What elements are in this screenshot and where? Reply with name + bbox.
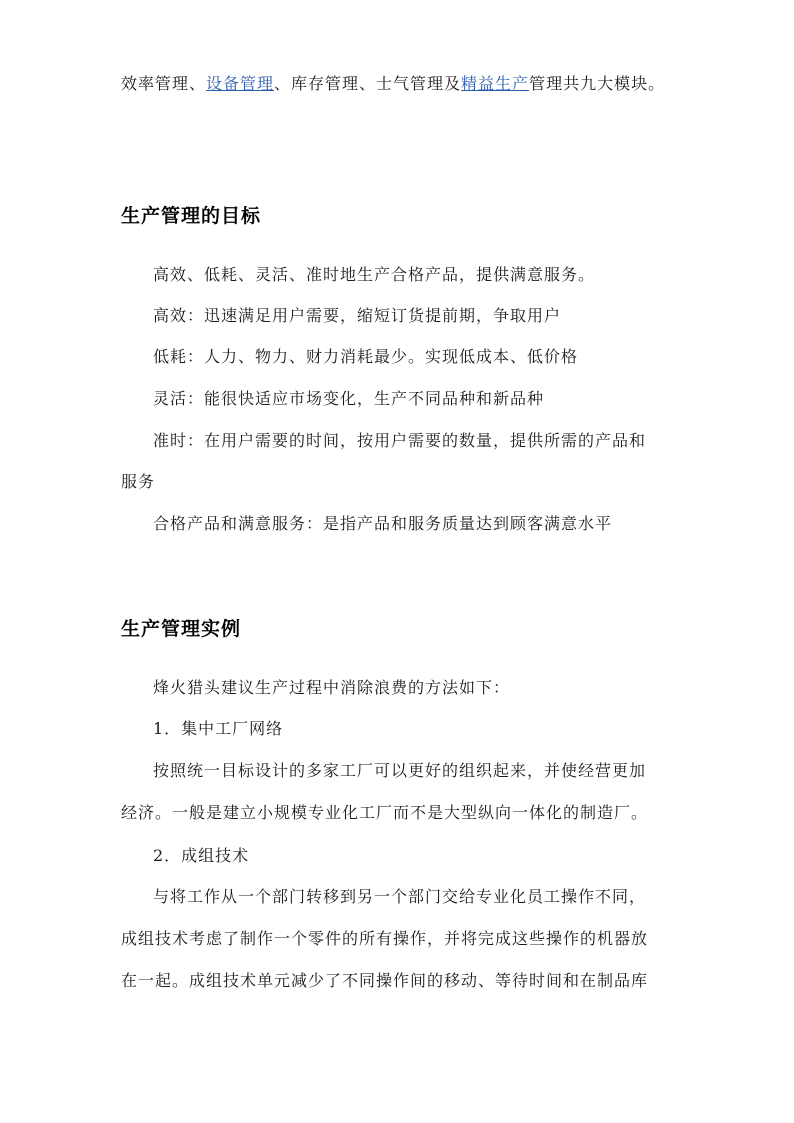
method-1-title: 1．集中工厂网络 <box>153 719 284 738</box>
method-2-text-continuation: 成组技术考虑了制作一个零件的所有操作，并将完成这些操作的机器放 <box>121 929 649 948</box>
goals-paragraph: 高效、低耗、灵活、准时地生产合格产品，提供满意服务。 <box>153 265 596 284</box>
intro-text-1: 效率管理、 <box>121 74 207 93</box>
equipment-management-link[interactable]: 设备管理 <box>206 74 275 93</box>
goals-paragraph: 准时：在用户需要的时间，按用户需要的数量，提供所需的产品和 <box>153 431 647 450</box>
lean-production-link[interactable]: 精益生产 <box>461 74 530 93</box>
intro-paragraph <box>121 73 681 95</box>
examples-intro: 烽火猎头建议生产过程中消除浪费的方法如下： <box>153 678 511 697</box>
method-2-title: 2．成组技术 <box>153 846 250 865</box>
method-2-text-continuation: 在一起。成组技术单元减少了不同操作间的移动、等待时间和在制品库 <box>121 971 649 990</box>
method-1-text-continuation: 经济。一般是建立小规模专业化工厂而不是大型纵向一体化的制造厂。 <box>121 803 649 822</box>
examples-heading: 生产管理实例 <box>121 618 242 640</box>
method-1-text: 按照统一目标设计的多家工厂可以更好的组织起来，并使经营更加 <box>153 761 647 780</box>
intro-text-3: 管理共九大模块。 <box>529 74 666 93</box>
goals-paragraph: 灵活：能很快适应市场变化，生产不同品种和新品种 <box>153 389 545 408</box>
goals-paragraph: 合格产品和满意服务：是指产品和服务质量达到顾客满意水平 <box>153 514 613 533</box>
intro-text-2: 、库存管理、士气管理及 <box>274 74 462 93</box>
method-2-text: 与将工作从一个部门转移到另一个部门交给专业化员工操作不同， <box>153 887 647 906</box>
goals-heading: 生产管理的目标 <box>121 205 262 227</box>
goals-paragraph-continuation: 服务 <box>121 472 156 491</box>
goals-paragraph: 高效：迅速满足用户需要，缩短订货提前期，争取用户 <box>153 306 562 325</box>
goals-paragraph: 低耗：人力、物力、财力消耗最少。实现低成本、低价格 <box>153 347 579 366</box>
